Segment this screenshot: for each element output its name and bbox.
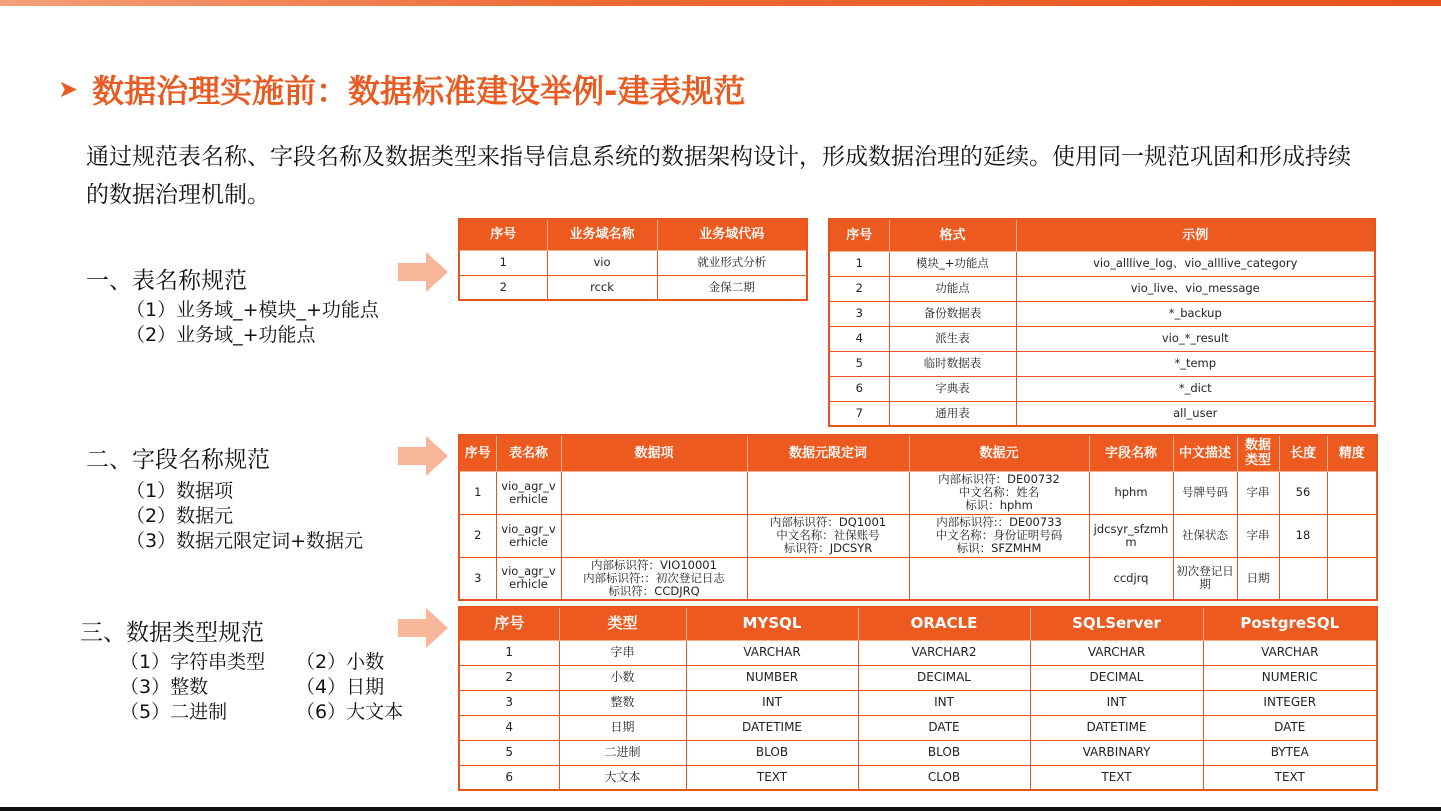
table-row xyxy=(459,740,1377,765)
table-cell: DATE xyxy=(858,715,1030,740)
table-cell: hphm xyxy=(1089,471,1173,514)
table-cell: 日期 xyxy=(1237,557,1279,600)
table-cell: 7 xyxy=(829,401,889,426)
table-format-table xyxy=(828,218,1376,427)
intro-paragraph: 通过规范表名称、字段名称及数据类型来指导信息系统的数据架构设计，形成数据治理的延续。使用同一规范巩固和形成持续的数据治理机制。 xyxy=(86,144,1351,208)
table-cell: ccdjrq xyxy=(1089,557,1173,600)
table-cell: 临时数据表 xyxy=(889,351,1016,376)
table-row xyxy=(829,351,1375,376)
table-cell xyxy=(1327,557,1377,600)
table-cell: VARCHAR2 xyxy=(858,640,1030,665)
table-row xyxy=(459,514,1377,557)
section-item: （1）字符串类型 xyxy=(120,651,266,673)
table-cell: 日期 xyxy=(559,715,686,740)
table-cell: vio_agr_verhicle xyxy=(496,514,561,557)
table-row xyxy=(829,301,1375,326)
table-cell: DATETIME xyxy=(1030,715,1203,740)
table-header: PostgreSQL xyxy=(1203,607,1377,640)
table-cell: 1 xyxy=(459,471,496,514)
table-row xyxy=(459,471,1377,514)
table-cell: 1 xyxy=(459,250,547,275)
table-cell: 3 xyxy=(829,301,889,326)
section-item: （2）数据元 xyxy=(126,505,234,527)
table-cell xyxy=(1327,471,1377,514)
table-header: 数据项 xyxy=(561,435,747,471)
table-cell: 大文本 xyxy=(559,765,686,790)
table-header: 表名称 xyxy=(496,435,561,471)
section-item-row xyxy=(80,700,403,725)
table-cell: 二进制 xyxy=(559,740,686,765)
table-header: 示例 xyxy=(1016,219,1375,251)
table-row xyxy=(829,276,1375,301)
table-row xyxy=(459,665,1377,690)
section-field-naming xyxy=(86,443,363,554)
table-cell: DATETIME xyxy=(686,715,858,740)
section-item: （5）二进制 xyxy=(120,701,228,723)
table-cell: 5 xyxy=(459,740,559,765)
table-cell: 18 xyxy=(1279,514,1327,557)
table-header: 序号 xyxy=(459,219,547,250)
table-header: 精度 xyxy=(1327,435,1377,471)
section-item: （2）小数 xyxy=(296,651,385,673)
table-header: 数据元 xyxy=(909,435,1089,471)
table-cell: 金保二期 xyxy=(657,275,807,300)
table-cell: DECIMAL xyxy=(1030,665,1203,690)
table-cell: 2 xyxy=(459,514,496,557)
table-cell: *_dict xyxy=(1016,376,1375,401)
table-row xyxy=(829,326,1375,351)
table-cell xyxy=(1279,557,1327,600)
table-cell: 内部标识符：DQ1001 中文名称：社保账号 标识符：JDCSYR xyxy=(747,514,909,557)
section-item: （3）数据元限定词+数据元 xyxy=(126,530,364,552)
table-cell xyxy=(909,557,1089,600)
top-accent-bar xyxy=(0,0,1441,6)
table-header: 业务域名称 xyxy=(547,219,657,250)
table-cell: 就业形式分析 xyxy=(657,250,807,275)
table-cell: jdcsyr_sfzmhm xyxy=(1089,514,1173,557)
business-domain-table xyxy=(458,218,808,301)
table-header: 业务域代码 xyxy=(657,219,807,250)
table-cell: vio xyxy=(547,250,657,275)
table-header: SQLServer xyxy=(1030,607,1203,640)
table-cell: 字串 xyxy=(1237,514,1279,557)
table-row xyxy=(829,401,1375,426)
table-cell: 内部标识符:：DE00733 中文名称：身份证明号码 标识：SFZMHM xyxy=(909,514,1089,557)
table-cell: 56 xyxy=(1279,471,1327,514)
table-cell: INT xyxy=(858,690,1030,715)
table-cell: 备份数据表 xyxy=(889,301,1016,326)
table-row xyxy=(459,250,807,275)
table-cell: VARCHAR xyxy=(1203,640,1377,665)
table-header: 数据元限定词 xyxy=(747,435,909,471)
table-cell: all_user xyxy=(1016,401,1375,426)
table-cell: 通用表 xyxy=(889,401,1016,426)
table-row xyxy=(459,765,1377,790)
table-cell: 3 xyxy=(459,690,559,715)
table-cell: TEXT xyxy=(1203,765,1377,790)
table-cell: 字典表 xyxy=(889,376,1016,401)
section-heading: 三、数据类型规范 xyxy=(80,620,264,646)
page-title-text: 数据治理实施前：数据标准建设举例-建表规范 xyxy=(92,72,746,110)
table-header: 长度 xyxy=(1279,435,1327,471)
table-cell: 5 xyxy=(829,351,889,376)
table-cell: 整数 xyxy=(559,690,686,715)
table-cell: vio_*_result xyxy=(1016,326,1375,351)
table-row xyxy=(459,640,1377,665)
table-cell: 2 xyxy=(829,276,889,301)
table-cell: NUMERIC xyxy=(1203,665,1377,690)
table-cell: vio_agr_verhicle xyxy=(496,557,561,600)
data-type-table xyxy=(458,606,1378,791)
table-row xyxy=(829,376,1375,401)
section-item: （1）数据项 xyxy=(126,480,234,502)
bottom-bar xyxy=(0,807,1441,811)
table-header: 类型 xyxy=(559,607,686,640)
table-cell: 初次登记日期 xyxy=(1173,557,1237,600)
section-item-row xyxy=(80,650,403,675)
section-item: （2）业务域_+功能点 xyxy=(126,324,316,346)
table-cell: *_backup xyxy=(1016,301,1375,326)
table-cell: *_temp xyxy=(1016,351,1375,376)
table-row xyxy=(459,690,1377,715)
table-cell: INTEGER xyxy=(1203,690,1377,715)
section-item-row xyxy=(80,675,403,700)
section-heading: 二、字段名称规范 xyxy=(86,447,270,473)
table-cell: vio_agr_verhicle xyxy=(496,471,561,514)
table-cell: 内部标识符：VIO10001 内部标识符:：初次登记日志 标识符：CCDJRQ xyxy=(561,557,747,600)
table-cell: INT xyxy=(1030,690,1203,715)
table-cell: 功能点 xyxy=(889,276,1016,301)
table-cell: 6 xyxy=(829,376,889,401)
table-cell: 模块_+功能点 xyxy=(889,251,1016,276)
section-data-types xyxy=(80,616,403,725)
table-cell: VARCHAR xyxy=(686,640,858,665)
table-cell xyxy=(747,557,909,600)
table-cell: CLOB xyxy=(858,765,1030,790)
chevron-right-icon: ➤ xyxy=(58,75,79,103)
table-cell: 2 xyxy=(459,275,547,300)
table-header: 字段名称 xyxy=(1089,435,1173,471)
table-cell: TEXT xyxy=(686,765,858,790)
table-header: 数据类型 xyxy=(1237,435,1279,471)
table-header: 序号 xyxy=(459,435,496,471)
table-cell: INT xyxy=(686,690,858,715)
table-cell xyxy=(1327,514,1377,557)
table-row xyxy=(829,251,1375,276)
table-cell: 字串 xyxy=(1237,471,1279,514)
table-cell: BLOB xyxy=(686,740,858,765)
table-cell: 2 xyxy=(459,665,559,690)
section-item: （4）日期 xyxy=(296,676,385,698)
table-cell: DECIMAL xyxy=(858,665,1030,690)
table-cell: 4 xyxy=(459,715,559,740)
table-cell: rcck xyxy=(547,275,657,300)
table-cell: BYTEA xyxy=(1203,740,1377,765)
table-cell: 小数 xyxy=(559,665,686,690)
field-naming-table xyxy=(458,434,1378,601)
section-item: （6）大文本 xyxy=(296,701,404,723)
section-item: （3）整数 xyxy=(120,676,209,698)
table-cell: 社保状态 xyxy=(1173,514,1237,557)
table-cell: VARCHAR xyxy=(1030,640,1203,665)
table-row xyxy=(459,275,807,300)
table-header: 格式 xyxy=(889,219,1016,251)
table-cell: DATE xyxy=(1203,715,1377,740)
table-header: MYSQL xyxy=(686,607,858,640)
table-cell xyxy=(747,471,909,514)
table-cell: 内部标识符：DE00732 中文名称：姓名 标识：hphm xyxy=(909,471,1089,514)
arrow-right-icon xyxy=(398,436,448,476)
table-header: 序号 xyxy=(829,219,889,251)
table-cell: 派生表 xyxy=(889,326,1016,351)
table-cell: 4 xyxy=(829,326,889,351)
table-cell: vio_live、vio_message xyxy=(1016,276,1375,301)
table-cell: BLOB xyxy=(858,740,1030,765)
table-cell: 号牌号码 xyxy=(1173,471,1237,514)
table-cell: VARBINARY xyxy=(1030,740,1203,765)
table-header: 中文描述 xyxy=(1173,435,1237,471)
arrow-right-icon xyxy=(398,252,448,292)
table-row xyxy=(459,715,1377,740)
section-table-naming xyxy=(86,264,379,348)
table-header: ORACLE xyxy=(858,607,1030,640)
table-cell: TEXT xyxy=(1030,765,1203,790)
table-cell: vio_alllive_log、vio_alllive_category xyxy=(1016,251,1375,276)
table-cell: 字串 xyxy=(559,640,686,665)
table-cell: 6 xyxy=(459,765,559,790)
table-header: 序号 xyxy=(459,607,559,640)
section-item: （1）业务域_+模块_+功能点 xyxy=(126,299,379,321)
table-cell: NUMBER xyxy=(686,665,858,690)
table-cell xyxy=(561,514,747,557)
page-title xyxy=(58,66,745,112)
arrow-right-icon xyxy=(398,608,448,648)
table-cell: 3 xyxy=(459,557,496,600)
table-cell xyxy=(561,471,747,514)
table-cell: 1 xyxy=(459,640,559,665)
section-heading: 一、表名称规范 xyxy=(86,268,247,294)
table-cell: 1 xyxy=(829,251,889,276)
table-row xyxy=(459,557,1377,600)
